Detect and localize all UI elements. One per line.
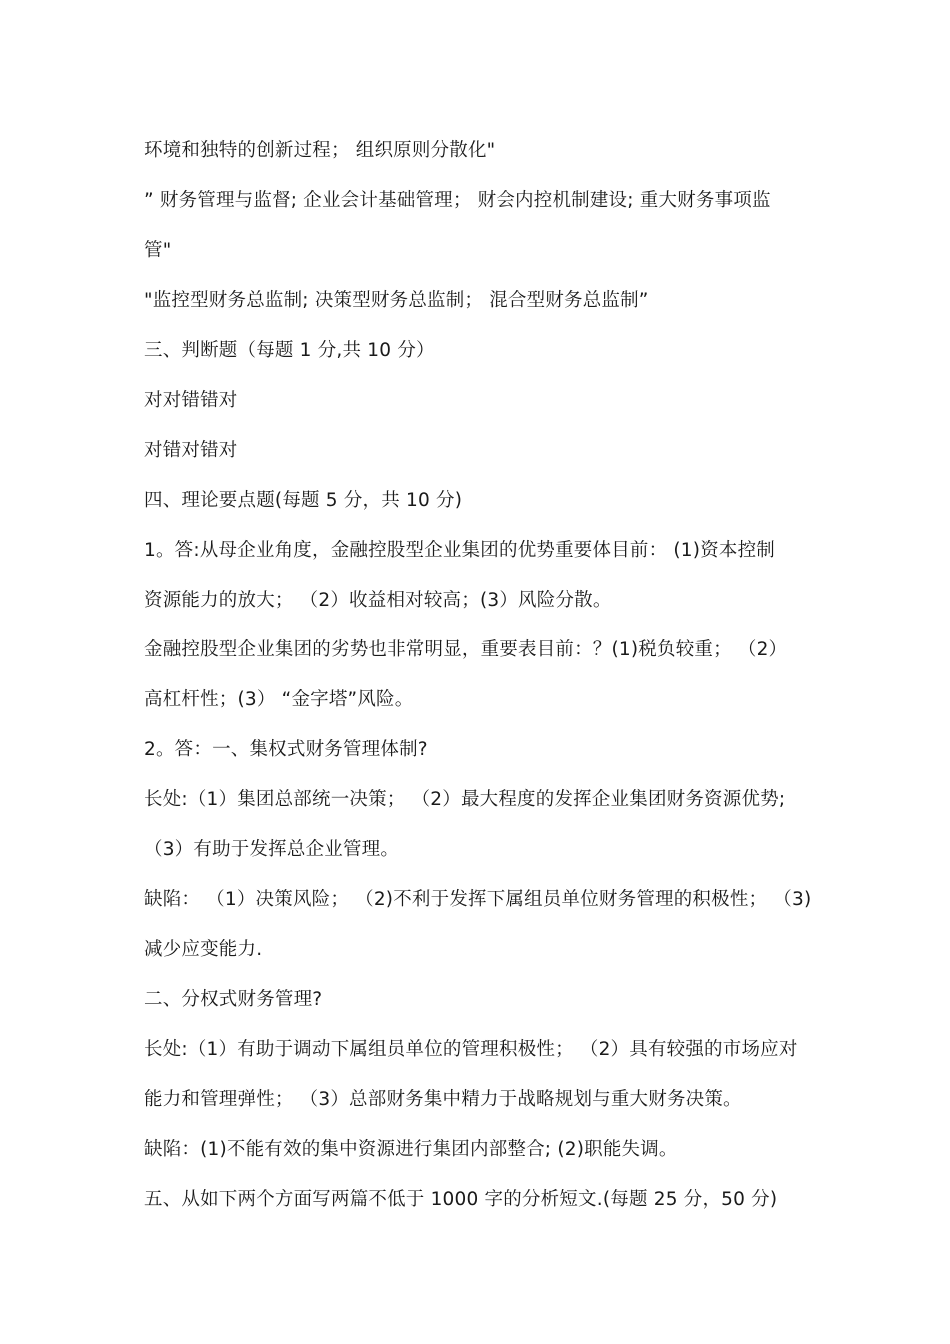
text-line: 对错对错对 (144, 440, 238, 461)
section-heading: 五、从如下两个方面写两篇不低于 1000 字的分析短文.(每题 25 分，50 分) (144, 1189, 778, 1210)
text-line: 能力和管理弹性； （3）总部财务集中精力于战略规划与重大财务决策。 (144, 1089, 742, 1110)
section-heading: 三、判断题（每题 1 分,共 10 分） (144, 340, 435, 361)
text-line: 2。答：一、集权式财务管理体制? (144, 739, 428, 760)
text-line: 管" (144, 240, 172, 261)
text-line: 高杠杆性；(3） “金字塔”风险。 (144, 689, 414, 710)
text-line: 减少应变能力. (144, 939, 263, 960)
text-line: 缺陷： （1）决策风险； （2)不利于发挥下属组员单位财务管理的积极性； （3) (144, 889, 812, 910)
text-line: 缺陷：(1)不能有效的集中资源进行集团内部整合; (2)职能失调。 (144, 1139, 678, 1160)
text-line: 长处:（1）集团总部统一决策； （2）最大程度的发挥企业集团财务资源优势; (144, 789, 786, 810)
text-line: 长处:（1）有助于调动下属组员单位的管理积极性； （2）具有较强的市场应对 (144, 1039, 798, 1060)
section-heading: 四、理论要点题(每题 5 分，共 10 分) (144, 490, 463, 511)
text-line: 资源能力的放大； （2）收益相对较高；(3）风险分散。 (144, 590, 612, 611)
text-line: "监控型财务总监制; 决策型财务总监制； 混合型财务总监制” (144, 290, 649, 311)
text-line: 二、分权式财务管理? (144, 989, 323, 1010)
text-line: 金融控股型企业集团的劣势也非常明显，重要表目前：？(1)税负较重； （2） (144, 639, 788, 660)
text-line: 环境和独特的创新过程； 组织原则分散化" (144, 140, 496, 161)
text-line: ” 财务管理与监督; 企业会计基础管理； 财会内控机制建设; 重大财务事项监 (144, 190, 771, 211)
text-line: 对对错错对 (144, 390, 238, 411)
text-line: （3）有助于发挥总企业管理。 (144, 839, 400, 860)
text-line: 1。答:从母企业角度，金融控股型企业集团的优势重要体目前： (1)资本控制 (144, 540, 775, 561)
